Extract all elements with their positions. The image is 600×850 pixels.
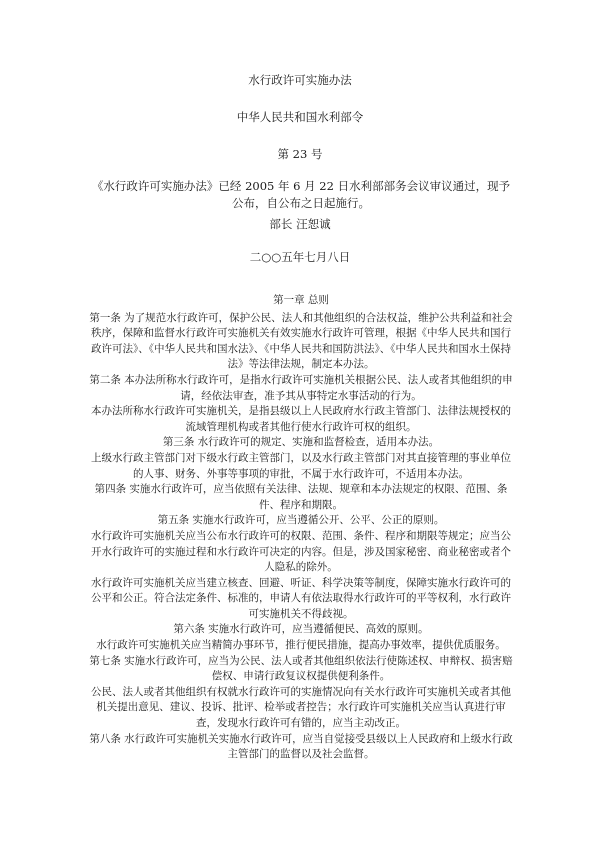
article-7: 第七条 实施水行政许可，应当为公民、法人或者其他组织依法行使陈述权、申辩权、损害赔偿权、申请行政复议权提供便利条件。 bbox=[89, 654, 513, 683]
signature: 部长 汪恕诚 bbox=[269, 217, 331, 231]
article-2-para-2: 本办法所称水行政许可实施机关，是指县级以上人民政府水行政主管部门、法律法规授权的流域管理机构或者其他行使水行政许可权的组织。 bbox=[91, 405, 511, 433]
date: 二○○五年七月八日 bbox=[249, 250, 351, 264]
article-6: 第六条 实施水行政许可，应当遵循便民、高效的原则。 bbox=[173, 623, 429, 636]
article-2: 第二条 本办法所称水行政许可，是指水行政许可实施机关根据公民、法人或者其他组织的申请，经依法审查，准予其从事特定水事活动的行为。 bbox=[89, 373, 513, 402]
document-body bbox=[88, 293, 514, 763]
article-3: 第三条 水行政许可的规定、实施和监督检查，适用本办法。 bbox=[162, 436, 440, 449]
article-5: 第五条 实施水行政许可，应当遵循公开、公平、公正的原则。 bbox=[157, 514, 445, 527]
article-4: 第四条 实施水行政许可，应当依照有关法律、法规、规章和本办法规定的权限、范围、条件、程序和期限。 bbox=[94, 483, 508, 511]
document-title: 水行政许可实施办法 bbox=[248, 73, 352, 87]
article-8: 第八条 水行政许可实施机关实施水行政许可，应当自觉接受县级以上人民政府和上级水行政主管部门的监督以及社会监督。 bbox=[89, 732, 513, 761]
article-5-para-2: 水行政许可实施机关应当公布水行政许可的权限、范围、条件、程序和期限等规定；应当公开水行政许可的实施过程和水行政许可决定的内容。但是，涉及国家秘密、商业秘密或者个人隐私的除外。 bbox=[91, 529, 511, 574]
preamble: 《水行政许可实施办法》已经 2005 年 6 月 22 日水利部部务会议审议通过，现予公布，自公布之日起施行。 bbox=[91, 179, 511, 210]
article-7-para-2: 公民、法人或者其他组织有权就水行政许可的实施情况向有关水行政许可实施机关或者其他机关提出意见、建议、投诉、批评、检举或者控告；水行政许可实施机关应当认真进行审查，发现水行政许可有错的，应当主动改正。 bbox=[91, 685, 511, 730]
chapter-title: 第一章 总则 bbox=[273, 294, 329, 306]
article-6-para-2: 水行政许可实施机关应当精简办事环节，推行便民措施，提高办事效率，提供优质服务。 bbox=[96, 639, 506, 652]
article-1: 第一条 为了规范水行政许可，保护公民、法人和其他组织的合法权益，维护公共利益和社会秩序，保障和监督水行政许可实施机关有效实施水行政许可管理，根据《中华人民共和国行政许可法》、《中华人民共和国水法》、《中华人民共和国防洪法》、《中华人民共和国水土保持法》等法律法规，制定本办法。 bbox=[89, 311, 513, 371]
article-3-para-2: 上级水行政主管部门对下级水行政主管部门，以及水行政主管部门对其直接管理的事业单位的人事、财务、外事等事项的审批，不属于水行政许可，不适用本办法。 bbox=[91, 451, 511, 480]
article-5-para-3: 水行政许可实施机关应当建立核查、回避、听证、科学决策等制度，保障实施水行政许可的公平和公正。符合法定条件、标准的，申请人有依法取得水行政许可的平等权利，水行政许可实施机关不得歧视。 bbox=[91, 576, 511, 620]
decree-number: 第 23 号 bbox=[277, 147, 323, 161]
issuer: 中华人民共和国水利部令 bbox=[236, 110, 364, 124]
